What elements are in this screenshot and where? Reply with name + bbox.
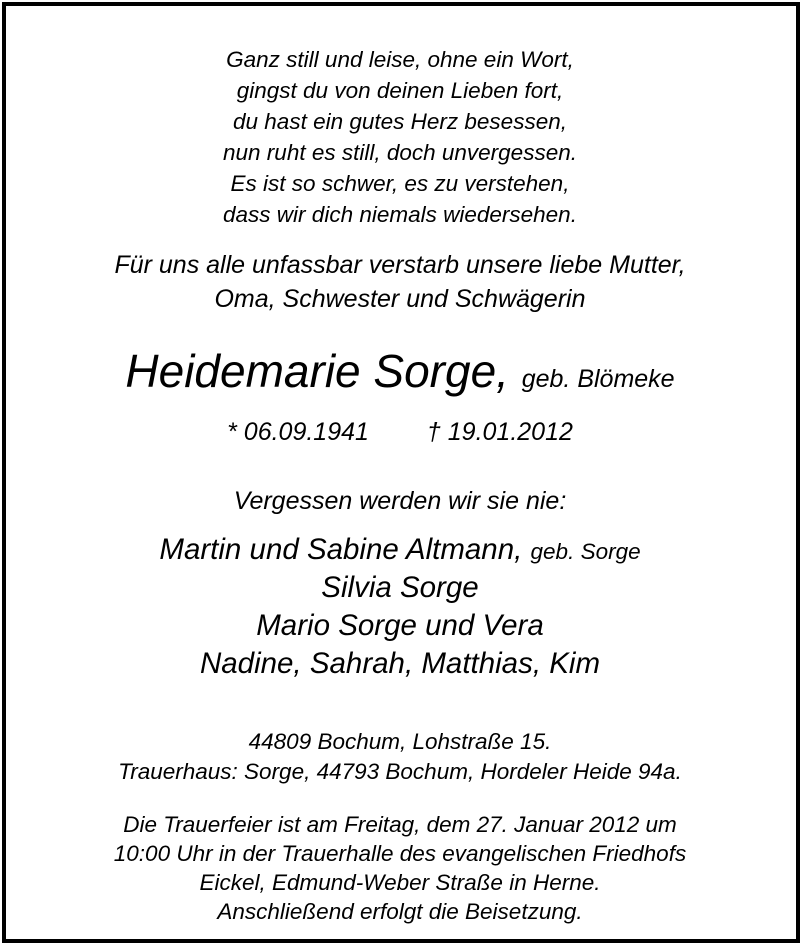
- deceased-name: Heidemarie Sorge,: [125, 345, 509, 397]
- life-dates: [0, 416, 800, 448]
- poem-line-6: dass wir dich niemals wiedersehen.: [223, 202, 577, 227]
- address-line-2: Trauerhaus: Sorge, 44793 Bochum, Hordeler Heide 94a.: [118, 759, 682, 784]
- address-line-1: 44809 Bochum, Lohstraße 15.: [248, 729, 552, 754]
- family-line-4: Nadine, Sahrah, Matthias, Kim: [199, 647, 601, 680]
- poem-line-5: Es ist so schwer, es zu verstehen,: [230, 171, 570, 196]
- mourners-heading: Vergessen werden wir sie nie:: [233, 487, 567, 515]
- poem-line-4: nun ruht es still, doch unvergessen.: [223, 140, 577, 165]
- family-line-1: [0, 531, 800, 571]
- poem-line-1: Ganz still und leise, ohne ein Wort,: [226, 47, 574, 72]
- family-line-1-name: Martin und Sabine Altmann,: [159, 533, 523, 566]
- family-line-1-sub: geb. Sorge: [530, 539, 641, 564]
- ceremony-line-2: 10:00 Uhr in der Trauerhalle des evangelischen Friedhofs: [113, 841, 687, 866]
- ceremony-line-4: Anschließend erfolgt die Beisetzung.: [217, 899, 583, 924]
- deceased-birth-name: geb. Blömeke: [521, 365, 675, 393]
- family-line-2: Silvia Sorge: [321, 571, 479, 604]
- deceased-name-line: [0, 344, 800, 406]
- poem-line-2: gingst du von deinen Lieben fort,: [236, 78, 564, 103]
- family-line-3: Mario Sorge und Vera: [256, 609, 544, 642]
- ceremony-line-1: Die Trauerfeier ist am Freitag, dem 27. Januar 2012 um: [123, 812, 677, 837]
- intro-line-2: Oma, Schwester und Schwägerin: [214, 285, 586, 313]
- poem-line-3: du hast ein gutes Herz besessen,: [233, 109, 567, 134]
- ceremony-line-3: Eickel, Edmund-Weber Straße in Herne.: [199, 870, 601, 895]
- birth-date: * 06.09.1941: [227, 418, 369, 446]
- death-date: † 19.01.2012: [426, 418, 573, 446]
- intro-line-1: Für uns alle unfassbar verstarb unsere liebe Mutter,: [114, 251, 686, 279]
